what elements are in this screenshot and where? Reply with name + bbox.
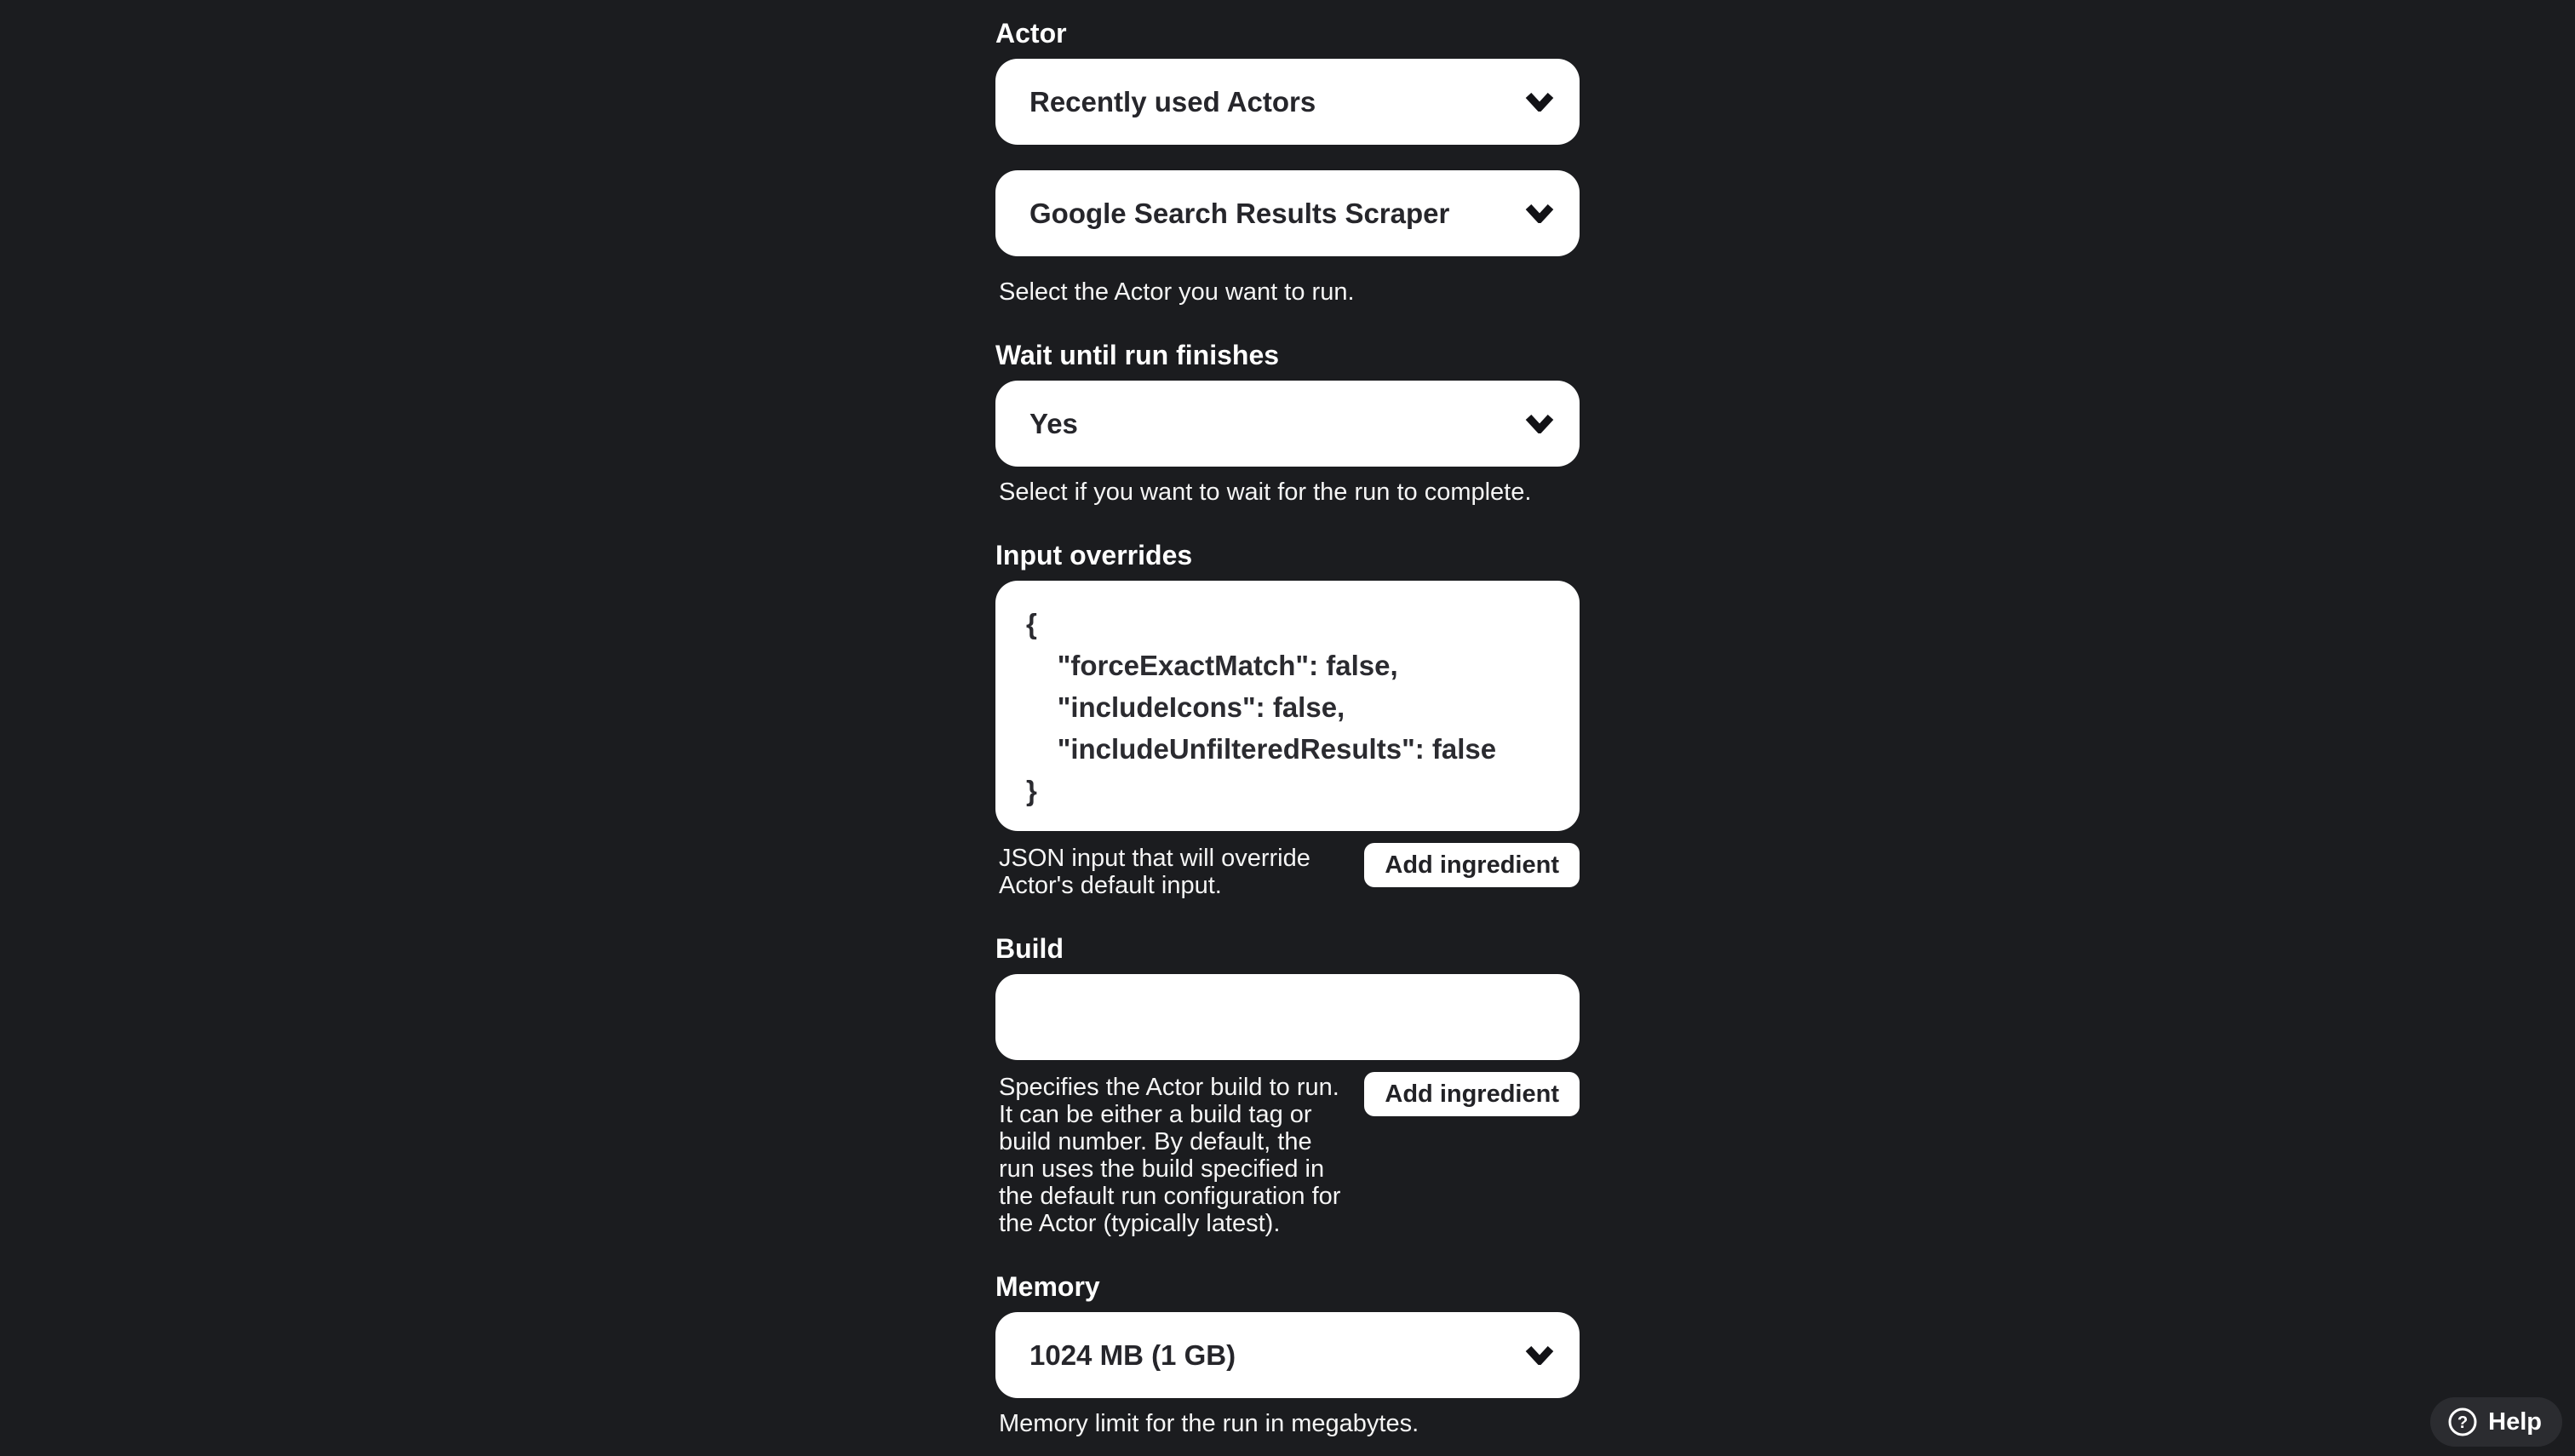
build-textarea[interactable] bbox=[995, 974, 1580, 1060]
actor-select[interactable] bbox=[995, 170, 1580, 256]
input-overrides-helper-text: JSON input that will override Actor's default input. bbox=[999, 845, 1310, 899]
help-button-label: Help bbox=[2488, 1407, 2542, 1436]
chevron-down-icon bbox=[1525, 93, 1554, 112]
help-button[interactable] bbox=[2430, 1397, 2562, 1447]
add-ingredient-button[interactable]: Add ingredient bbox=[1364, 1072, 1580, 1116]
question-circle-icon bbox=[2447, 1407, 2478, 1437]
memory-select[interactable] bbox=[995, 1312, 1580, 1398]
build-field-label: Build bbox=[995, 933, 1064, 964]
actor-select-value: Google Search Results Scraper bbox=[1029, 197, 1450, 229]
add-ingredient-button[interactable]: Add ingredient bbox=[1364, 843, 1580, 887]
actor-helper-text: Select the Actor you want to run. bbox=[999, 278, 1355, 306]
wait-helper-text: Select if you want to wait for the run to complete. bbox=[999, 479, 1532, 506]
actor-category-select[interactable] bbox=[995, 59, 1580, 145]
chevron-down-icon bbox=[1525, 204, 1554, 223]
wait-select[interactable] bbox=[995, 381, 1580, 467]
input-overrides-textarea[interactable] bbox=[995, 581, 1580, 831]
memory-helper-text: Memory limit for the run in megabytes. bbox=[999, 1410, 1419, 1437]
actor-run-config-form bbox=[995, 0, 1580, 1437]
wait-field-label: Wait until run finishes bbox=[995, 340, 1280, 370]
chevron-down-icon bbox=[1525, 415, 1554, 433]
svg-text:?: ? bbox=[2457, 1413, 2469, 1432]
build-helper-text: Specifies the Actor build to run. It can be either a build tag or build number. By default, the run uses the build specified in the default run configuration for the Actor (typically latest). bbox=[999, 1074, 1341, 1237]
build-helper-row bbox=[995, 1072, 1580, 1237]
wait-select-value: Yes bbox=[1029, 407, 1078, 439]
chevron-down-icon bbox=[1525, 1346, 1554, 1365]
memory-select-value: 1024 MB (1 GB) bbox=[1029, 1338, 1236, 1371]
memory-field-label: Memory bbox=[995, 1271, 1100, 1302]
actor-field-label: Actor bbox=[995, 18, 1067, 49]
input-overrides-helper-row bbox=[995, 843, 1580, 899]
actor-category-select-value: Recently used Actors bbox=[1029, 85, 1316, 118]
input-overrides-field-label: Input overrides bbox=[995, 540, 1193, 570]
